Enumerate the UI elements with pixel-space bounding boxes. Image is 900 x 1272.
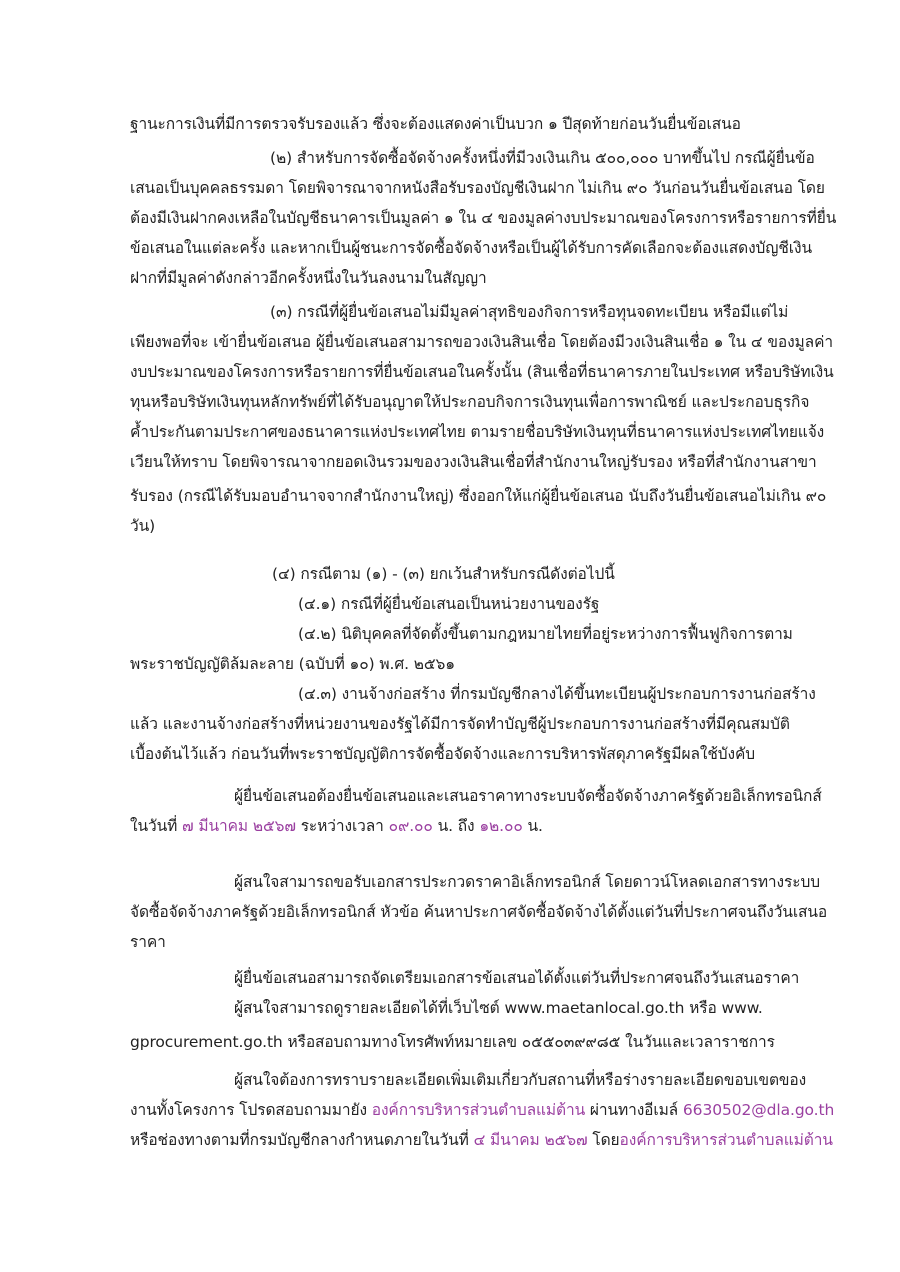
text-line: วัน) (130, 517, 156, 535)
text-line: ทุนหรือบริษัทเงินทุนหลักทรัพย์ที่ได้รับอนุญาตให้ประกอบกิจการเงินทุนเพื่อการพาณิชย์ และประกอบธุรกิจ (130, 393, 810, 411)
deadline-date: ๗ มีนาคม ๒๕๖๗ (182, 817, 296, 835)
deadline-time-from: ๐๙.๐๐ (388, 817, 433, 835)
contact-org: องค์การบริหารส่วนตำบลแม่ต้าน (371, 1101, 586, 1119)
text-line: ข้อเสนอในแต่ละครั้ง และหากเป็นผู้ชนะการจัดซื้อจัดจ้างหรือเป็นผู้ได้รับการคัดเลือกจะต้องแสดงบัญชีเงิน (130, 239, 812, 257)
text-line: (๔.๑) กรณีที่ผู้ยื่นข้อเสนอเป็นหน่วยงานของรัฐ (298, 595, 600, 613)
text-line: (๔.๒) นิติบุคคลที่จัดตั้งขึ้นตามกฎหมายไทยที่อยู่ระหว่างการฟื้นฟูกิจการตาม (298, 625, 793, 643)
text-line: ผู้สนใจสามารถดูรายละเอียดได้ที่เว็บไซต์ www.maetanlocal.go.th หรือ www. (234, 999, 763, 1017)
text-line: (๒) สำหรับการจัดซื้อจัดจ้างครั้งหนึ่งที่มีวงเงินเกิน ๕๐๐,๐๐๐ บาทขึ้นไป กรณีผู้ยื่นข้อ (270, 149, 815, 167)
contact-email: 6630502@dla.go.th (682, 1101, 835, 1119)
final-prefix: หรือช่องทางตามที่กรมบัญชีกลางกำหนดภายในวันที่ (130, 1131, 474, 1149)
text-line: ผู้สนใจสามารถขอรับเอกสารประกวดราคาอิเล็กทรอนิกส์ โดยดาวน์โหลดเอกสารทางระบบ (234, 873, 820, 891)
contact-line (130, 1099, 834, 1121)
text-line: (๓) กรณีที่ผู้ยื่นข้อเสนอไม่มีมูลค่าสุทธิของกิจการหรือทุนจดทะเบียน หรือมีแต่ไม่ (270, 303, 789, 321)
text-line: (๔) กรณีตาม (๑) - (๓) ยกเว้นสำหรับกรณีดังต่อไปนี้ (272, 565, 615, 583)
final-date: ๔ มีนาคม ๒๕๖๗ (473, 1131, 588, 1149)
text-line: ราคา (130, 933, 166, 951)
deadline-line (130, 815, 543, 837)
text-line: เสนอเป็นบุคคลธรรมดา โดยพิจารณาจากหนังสือรับรองบัญชีเงินฝาก ไม่เกิน ๙๐ วันก่อนวันยื่นข้อเสนอ โดย (130, 179, 825, 197)
deadline-middle: ระหว่างเวลา (295, 817, 389, 835)
text-line: แล้ว และงานจ้างก่อสร้างที่หน่วยงานของรัฐได้มีการจัดทำบัญชีผู้ประกอบการงานก่อสร้างที่มีคุณสมบัติ (130, 715, 790, 733)
final-org: องค์การบริหารส่วนตำบลแม่ต้าน (619, 1131, 833, 1149)
text-line: ฝากที่มีมูลค่าดังกล่าวอีกครั้งหนึ่งในวันลงนามในสัญญา (130, 269, 487, 287)
contact-prefix: งานทั้งโครงการ โปรดสอบถามมายัง (130, 1101, 372, 1119)
final-middle: โดย (587, 1131, 620, 1149)
deadline-time-to: ๑๒.๐๐ (479, 817, 523, 835)
contact-middle: ผ่านทางอีเมล์ (585, 1101, 683, 1119)
deadline-suffix: น. (522, 817, 543, 835)
deadline-to-word: น. ถึง (432, 817, 480, 835)
text-line: ผู้สนใจต้องการทราบรายละเอียดเพิ่มเติมเกี่ยวกับสถานที่หรือร่างรายละเอียดขอบเขตของ (234, 1071, 807, 1089)
text-line: เบื้องต้นไว้แล้ว ก่อนวันที่พระราชบัญญัติการจัดซื้อจัดจ้างและการบริหารพัสดุภาครัฐมีผลใช้บังคับ (130, 745, 755, 763)
text-line: ผู้ยื่นข้อเสนอสามารถจัดเตรียมเอกสารข้อเสนอได้ตั้งแต่วันที่ประกาศจนถึงวันเสนอราคา (234, 969, 800, 987)
deadline-prefix: ในวันที่ (130, 817, 183, 835)
text-line: เพียงพอที่จะ เข้ายื่นข้อเสนอ ผู้ยื่นข้อเสนอสามารถขอวงเงินสินเชื่อ โดยต้องมีวงเงินสินเชื่อ ๑ ใน ๔ ของมูลค่า (130, 333, 833, 351)
text-line: gprocurement.go.th หรือสอบถามทางโทรศัพท์หมายเลข ๐๕๕๐๓๙๙๘๕ ในวันและเวลาราชการ (130, 1033, 775, 1051)
text-line: งบประมาณของโครงการหรือรายการที่ยื่นข้อเสนอในครั้งนั้น (สินเชื่อที่ธนาคารภายในประเทศ หรือบริษัทเงิน (130, 363, 834, 381)
text-line: จัดซื้อจัดจ้างภาครัฐด้วยอิเล็กทรอนิกส์ หัวข้อ ค้นหาประกาศจัดซื้อจัดจ้างได้ตั้งแต่วันที่ประกาศจนถึงวันเสนอ (130, 903, 828, 921)
text-line: ฐานะการเงินที่มีการตรวจรับรองแล้ว ซึ่งจะต้องแสดงค่าเป็นบวก ๑ ปีสุดท้ายก่อนวันยื่นข้อเสนอ (130, 115, 741, 133)
text-line: ผู้ยื่นข้อเสนอต้องยื่นข้อเสนอและเสนอราคาทางระบบจัดซื้อจัดจ้างภาครัฐด้วยอิเล็กทรอนิกส์ (234, 787, 822, 805)
final-line (130, 1129, 833, 1151)
text-line: ต้องมีเงินฝากคงเหลือในบัญชีธนาคารเป็นมูลค่า ๑ ใน ๔ ของมูลค่างบประมาณของโครงการหรือรายการที่ยื่น (130, 209, 837, 227)
text-line: (๔.๓) งานจ้างก่อสร้าง ที่กรมบัญชีกลางได้ขึ้นทะเบียนผู้ประกอบการงานก่อสร้าง (298, 685, 816, 703)
text-line: เวียนให้ทราบ โดยพิจารณาจากยอดเงินรวมของวงเงินสินเชื่อที่สำนักงานใหญ่รับรอง หรือที่สำนักงานสาขา (130, 453, 817, 471)
text-line: รับรอง (กรณีได้รับมอบอำนาจจากสำนักงานใหญ่) ซึ่งออกให้แก่ผู้ยื่นข้อเสนอ นับถึงวันยื่นข้อเสนอไม่เกิน ๙๐ (130, 487, 827, 505)
text-line: พระราชบัญญัติล้มละลาย (ฉบับที่ ๑๐) พ.ศ. ๒๕๖๑ (130, 655, 455, 673)
text-line: ค้ำประกันตามประกาศของธนาคารแห่งประเทศไทย ตามรายชื่อบริษัทเงินทุนที่ธนาคารแห่งประเทศไทยแจ้ง (130, 423, 825, 441)
